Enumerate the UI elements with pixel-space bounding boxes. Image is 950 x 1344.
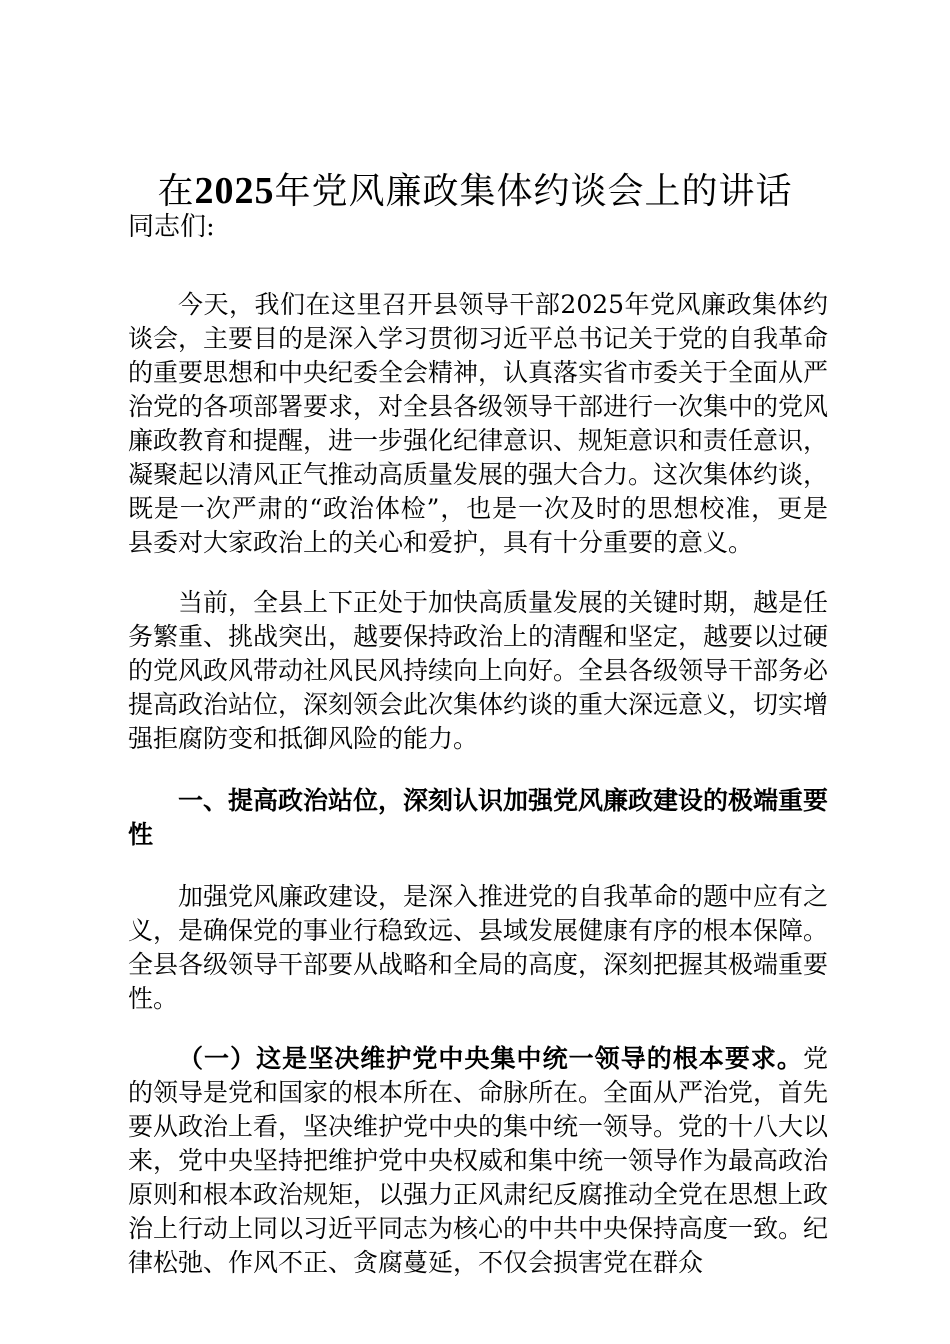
paragraph-intro: 今天，我们在这里召开县领导干部2025年党风廉政集体约谈会，主要目的是深入学习贯彻习近平总书记关于党的自我革命的重要思想和中央纪委全会精神，认真落实省市委关于全面从严治党的各项部署要求，对全县各级领导干部进行一次集中的党风廉政教育和提醒，进一步强化纪律意识、规矩意识和责任意识，凝聚起以清风正气推动高质量发展的强大合力。这次集体约谈，既是一次严肃的“政治体检”，也是一次及时的思想校准，更是县委对大家政治上的关心和爱护，具有十分重要的意义。 bbox=[128, 290, 829, 557]
subsection-1-body: 党的领导是党和国家的根本所在、命脉所在。全面从严治党，首先要从政治上看，坚决维护党中央的集中统一领导。党的十八大以来，党中央坚持把维护党中央权威和集中统一领导作为最高政治原则和根本政治规矩，以强力正风肃纪反腐推动全党在思想上政治上行动上同以习近平同志为核心的中共中央保持高度一致。纪律松弛、作风不正、贪腐蔓延，不仅会损害党在群众 bbox=[128, 1044, 829, 1277]
title-year: 2025 bbox=[194, 170, 275, 212]
paragraph-subsection-1 bbox=[128, 1042, 828, 1280]
section-heading-1: 一、提高政治站位，深刻认识加强党风廉政建设的极端重要性 bbox=[128, 786, 829, 849]
paragraph-current-situation: 当前，全县上下正处于加快高质量发展的关键时期，越是任务繁重、挑战突出，越要保持政治上的清醒和坚定，越要以过硬的党风政风带动社风民风持续向上向好。全县各级领导干部务必提高政治站位，深刻领会此次集体约谈的重大深远意义，切实增强拒腐防变和抵御风险的能力。 bbox=[128, 588, 829, 753]
document-body bbox=[128, 208, 828, 1280]
title-prefix: 在 bbox=[157, 171, 195, 212]
subsection-1-lead: （一）这是坚决维护党中央集中统一领导的根本要求。 bbox=[178, 1044, 803, 1073]
greeting: 同志们: bbox=[128, 212, 215, 242]
title-suffix: 年党风廉政集体约谈会上的讲话 bbox=[274, 171, 793, 212]
paragraph-section-1-intro: 加强党风廉政建设，是深入推进党的自我革命的题中应有之义，是确保党的事业行稳致远、县域发展健康有序的根本保障。全县各级领导干部要从战略和全局的高度，深刻把握其极端重要性。 bbox=[128, 882, 829, 1013]
